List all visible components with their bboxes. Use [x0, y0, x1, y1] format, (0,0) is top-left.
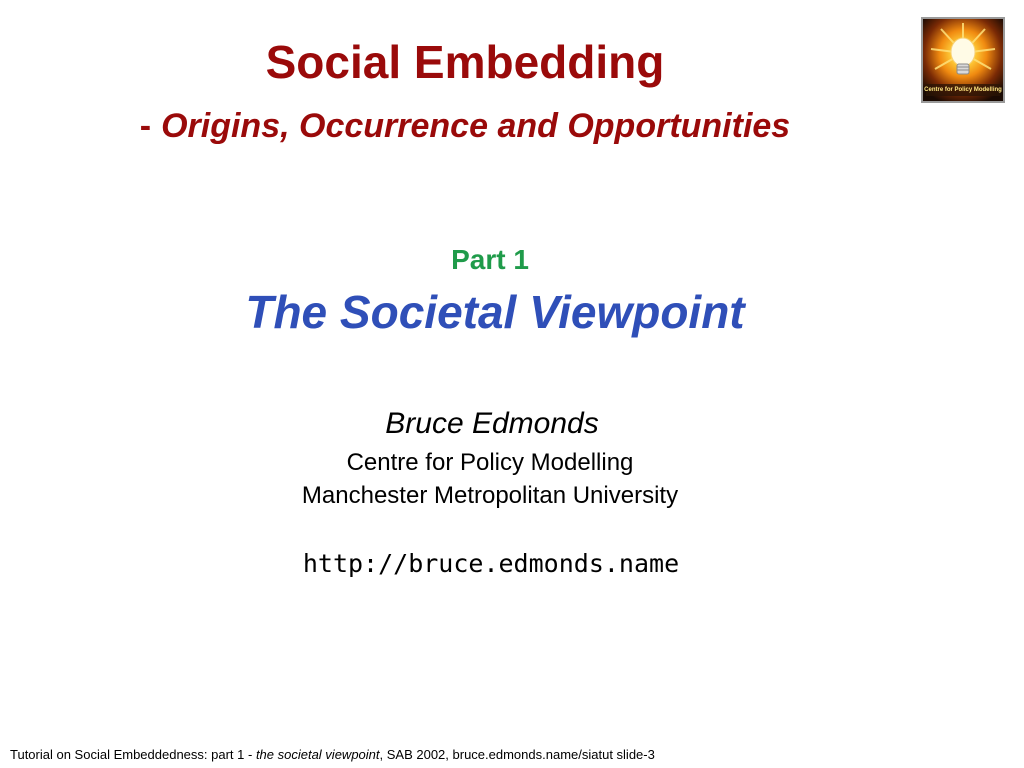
subtitle-text: Origins, Occurrence and Opportunities	[161, 107, 791, 145]
author-url-link[interactable]: http://bruce.edmonds.name	[302, 549, 680, 578]
affiliation-centre: Centre for Policy Modelling	[346, 449, 634, 476]
subtitle-dash: -	[139, 107, 152, 145]
author-name: Bruce Edmonds	[385, 407, 599, 440]
footer-suffix: , SAB 2002, bruce.edmonds.name/siatut slide-3	[379, 747, 655, 762]
part-title: The Societal Viewpoint	[245, 286, 745, 338]
part-label: Part 1	[451, 244, 529, 275]
slide-footer	[10, 746, 655, 764]
logo-caption: Centre for Policy Modelling	[924, 87, 1002, 93]
affiliation-university: Manchester Metropolitan University	[301, 482, 679, 509]
slide-subtitle	[0, 104, 930, 148]
slide-title: Social Embedding	[265, 36, 665, 88]
cpm-logo	[921, 17, 1005, 103]
footer-prefix: Tutorial on Social Embeddedness: part 1 -	[10, 747, 256, 762]
footer-italic: the societal viewpoint	[255, 747, 380, 762]
